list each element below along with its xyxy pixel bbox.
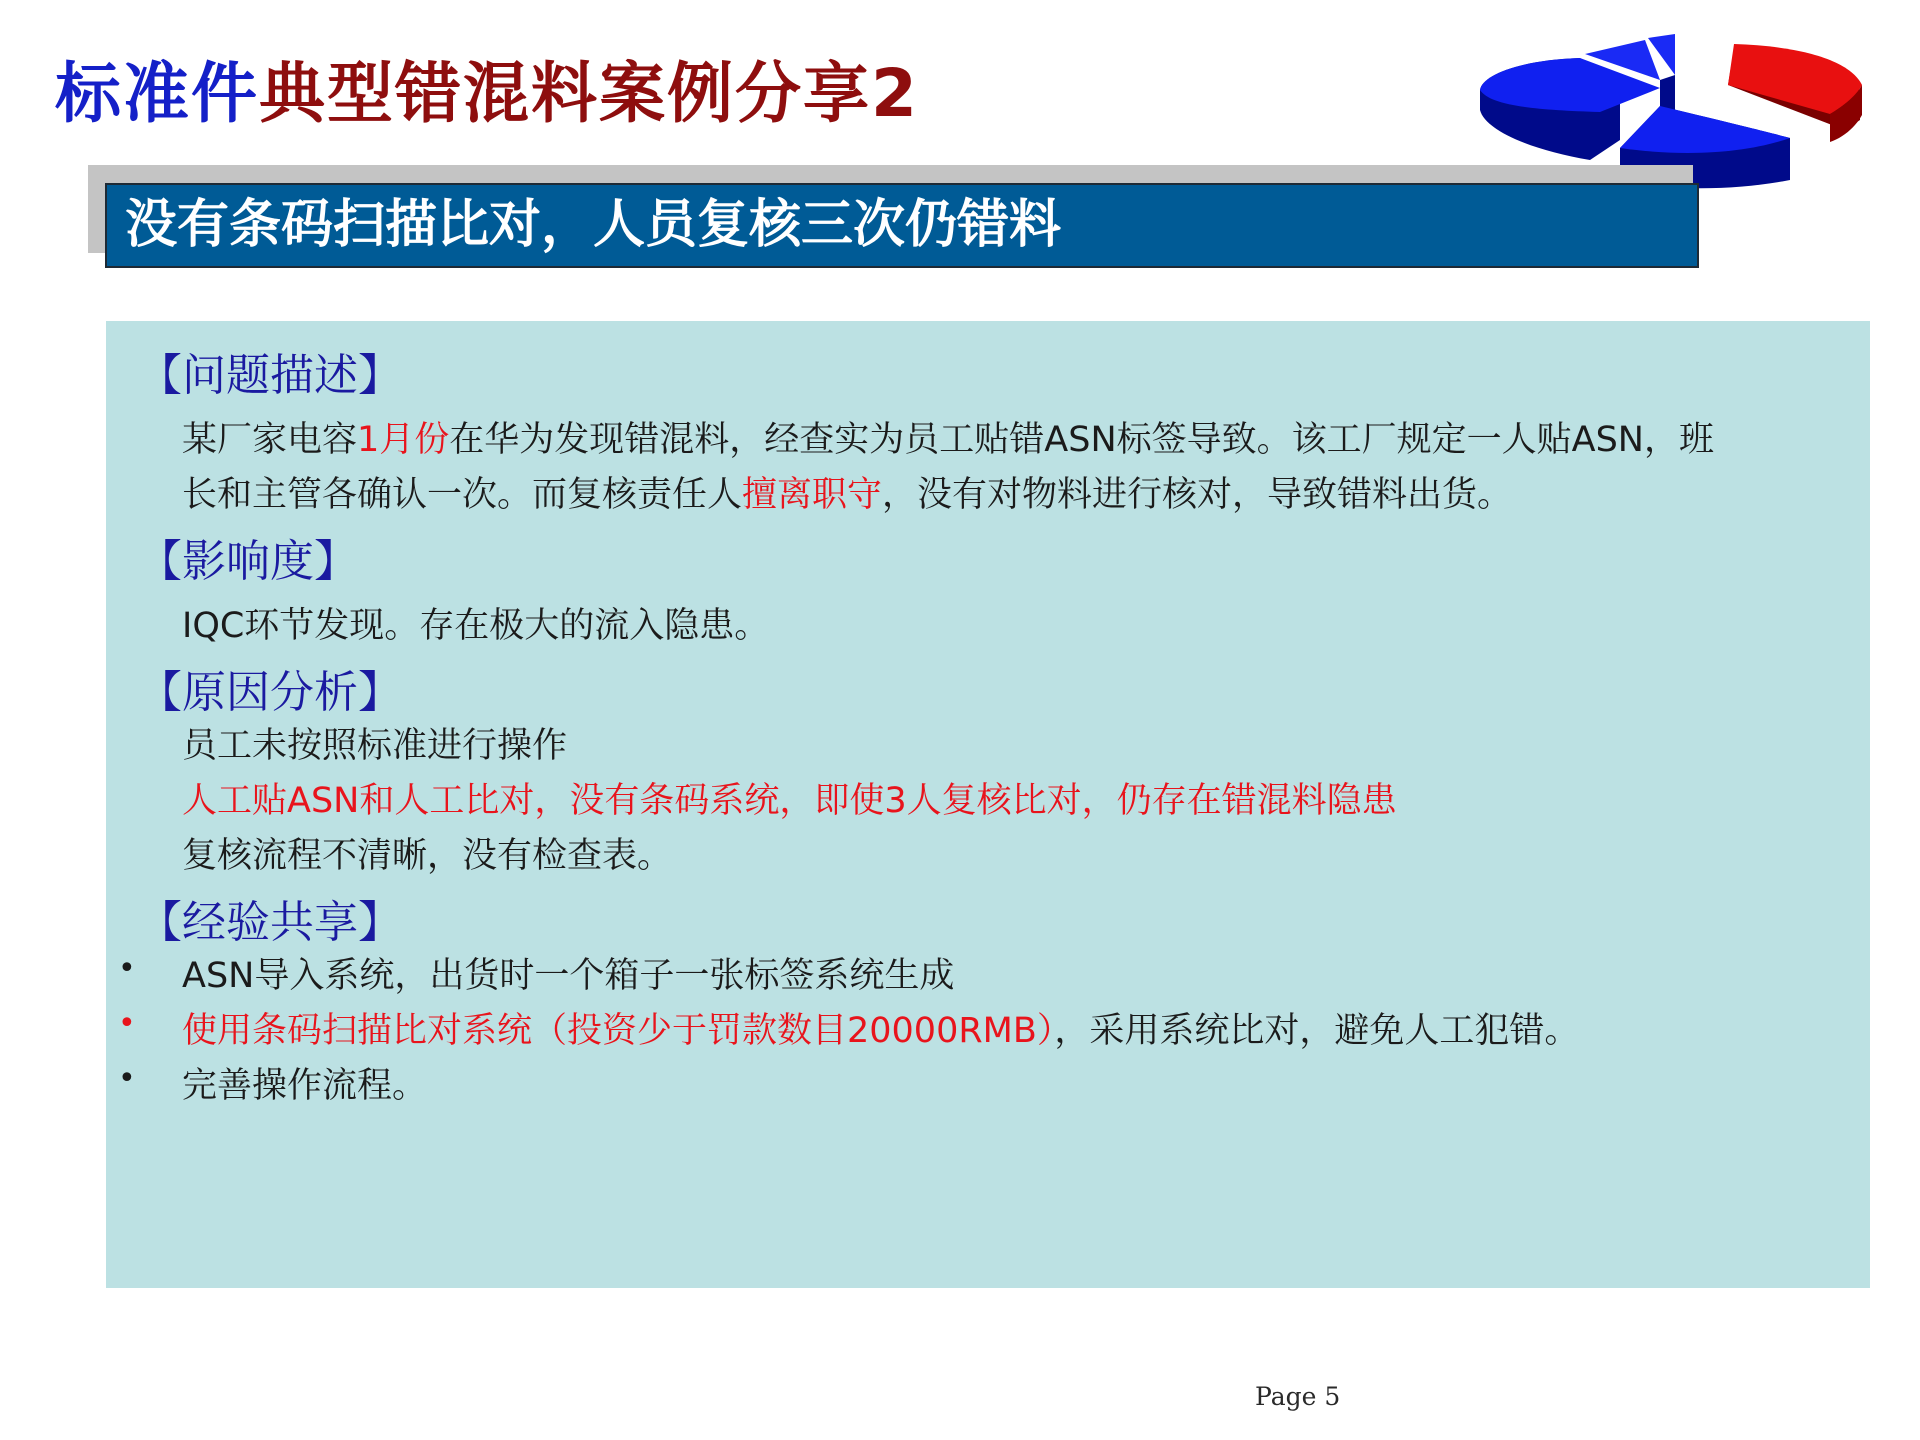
slide-title [55, 40, 919, 135]
lesson-text: ，采用系统比对，避免人工犯错。 [1054, 1011, 1580, 1051]
lesson-item-3: 完善操作流程。 [182, 1066, 428, 1106]
case-headline-banner: 没有条码扫描比对，人员复核三次仍错料 [105, 183, 1699, 268]
lesson-highlight: 使用条码扫描比对系统（投资少于罚款数目20000RMB） [182, 1011, 1055, 1051]
problem-line-2 [182, 467, 1512, 517]
page-number: Page 5 [1255, 1382, 1341, 1411]
cause-line-3: 复核流程不清晰，没有检查表。 [182, 836, 673, 876]
cause-line-2-highlight: 人工贴ASN和人工比对，没有条码系统，即使3人复核比对，仍存在错混料隐患 [182, 781, 1397, 821]
problem-text: ，没有对物料进行核对，导致错料出货。 [882, 475, 1513, 515]
problem-text: 某厂家电容 [182, 420, 358, 460]
slide-title-part2: 典型错混料案例分享2 [259, 55, 919, 132]
heading-cause: 【原因分析】 [138, 667, 402, 718]
case-content-panel [106, 321, 1870, 1288]
bullet-marker: • [118, 1061, 136, 1096]
problem-highlight: 1月份 [357, 420, 450, 460]
slide-title-part1: 标准件 [55, 55, 259, 132]
heading-problem: 【问题描述】 [138, 350, 402, 401]
heading-impact: 【影响度】 [138, 536, 358, 587]
problem-highlight: 擅离职守 [742, 475, 883, 515]
bullet-marker: • [118, 951, 136, 986]
cause-line-1: 员工未按照标准进行操作 [182, 726, 568, 766]
lesson-item-2 [182, 1003, 1579, 1053]
problem-line-1 [182, 412, 1714, 462]
lesson-item-1: ASN导入系统，出货时一个箱子一张标签系统生成 [182, 956, 955, 996]
heading-lessons: 【经验共享】 [138, 897, 402, 948]
bullet-marker: • [118, 1006, 136, 1041]
problem-text: 长和主管各确认一次。而复核责任人 [182, 475, 743, 515]
problem-text: 在华为发现错混料，经查实为员工贴错ASN标签导致。该工厂规定一人贴ASN，班 [449, 420, 1714, 460]
impact-line-1: IQC环节发现。存在极大的流入隐患。 [182, 606, 770, 646]
